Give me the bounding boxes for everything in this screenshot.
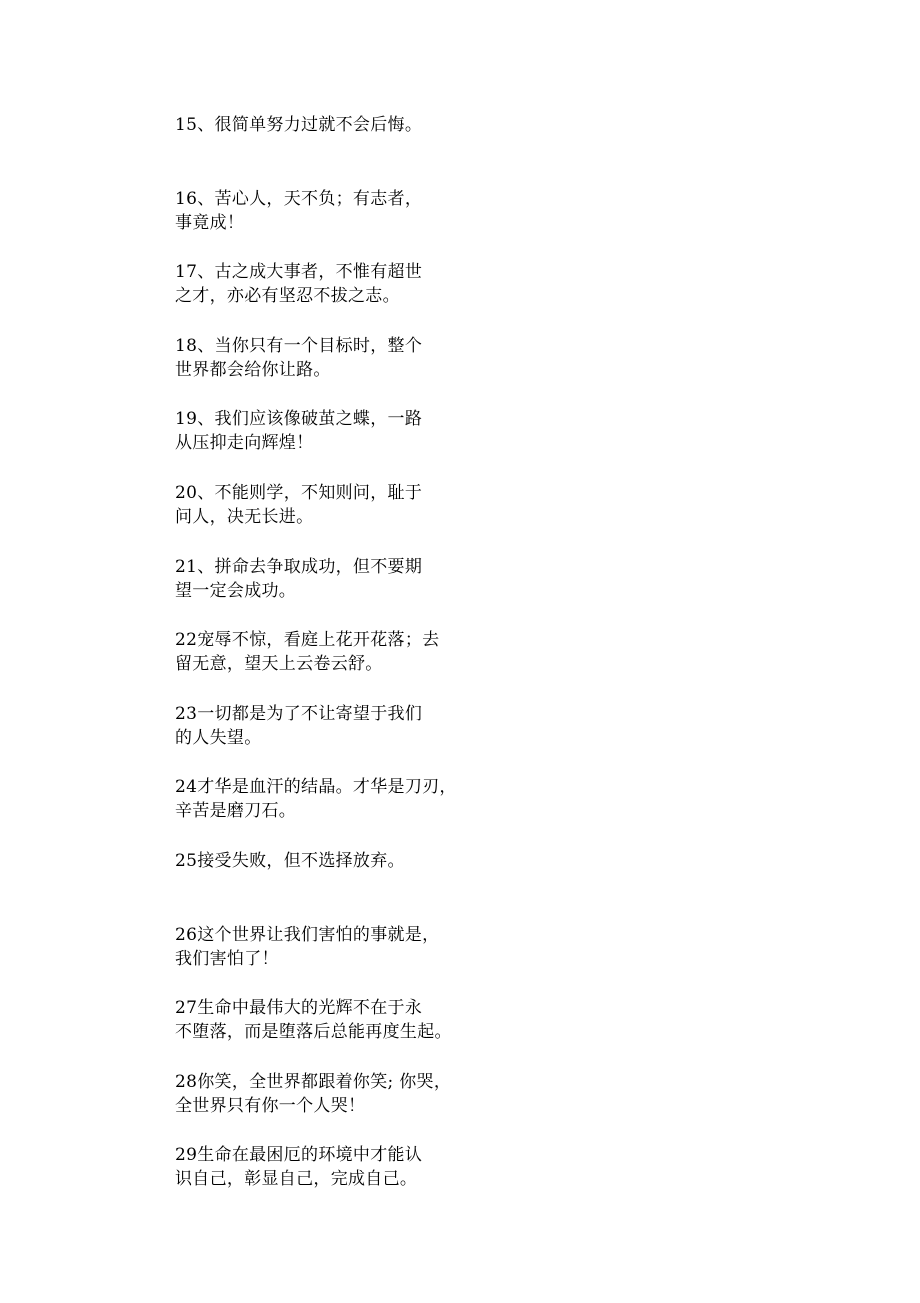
quote-line: 世界都会给你让路。 [175, 359, 331, 380]
quote-line: 28你笑，全世界都跟着你笑; 你哭， [175, 1071, 452, 1092]
quote-item [175, 407, 465, 481]
quote-line: 23一切都是为了不让寄望于我们 [175, 703, 423, 724]
quote-line: 29生命在最困厄的环境中才能认 [175, 1145, 423, 1166]
quote-line: 21、拼命去争取成功，但不要期 [175, 556, 423, 577]
quote-line: 留无意，望天上云卷云舒。 [175, 654, 383, 675]
quote-item [175, 555, 465, 629]
quote-item [175, 775, 465, 849]
quote-line: 24才华是血汗的结晶。才华是刀刃， [175, 777, 457, 798]
quote-item [175, 1070, 465, 1144]
quote-line: 问人，决无长进。 [175, 506, 314, 527]
quote-line: 之才，亦必有坚忍不拔之志。 [175, 286, 400, 307]
quote-line: 27生命中最伟大的光辉不在于永 [175, 998, 423, 1019]
quote-line: 从压抑走向辉煌！ [175, 433, 314, 454]
quote-item [175, 996, 465, 1070]
quote-item [175, 260, 465, 334]
quote-item [175, 1143, 465, 1217]
quote-line: 15、很简单努力过就不会后悔。 [175, 115, 423, 135]
quote-line: 事竟成！ [175, 212, 245, 233]
quote-line: 18、当你只有一个目标时，整个 [175, 335, 423, 356]
quote-line: 望一定会成功。 [175, 580, 297, 601]
quote-line: 22宠辱不惊，看庭上花开花落；去 [175, 630, 440, 651]
quote-line: 17、古之成大事者，不惟有超世 [175, 262, 423, 283]
quote-line: 我们害怕了！ [175, 948, 279, 969]
quote-item [175, 481, 465, 555]
quote-line: 不堕落，而是堕落后总能再度生起。 [175, 1022, 452, 1043]
quote-line: 20、不能则学，不知则问，耻于 [175, 482, 423, 503]
quote-item [175, 849, 465, 923]
quote-line: 19、我们应该像破茧之蝶，一路 [175, 409, 423, 430]
quote-line: 辛苦是磨刀石。 [175, 801, 297, 822]
quote-item [175, 702, 465, 776]
quote-item [175, 923, 465, 997]
quote-line: 全世界只有你一个人哭！ [175, 1095, 366, 1116]
quote-line: 26这个世界让我们害怕的事就是， [175, 924, 440, 945]
quote-line: 识自己，彰显自己，完成自己。 [175, 1169, 418, 1190]
quote-line: 的人失望。 [175, 727, 262, 748]
quote-line: 16、苦心人，天不负；有志者， [175, 188, 423, 209]
quote-item [175, 187, 465, 261]
quote-item [175, 628, 465, 702]
quote-line: 25接受失败，但不选择放弃。 [175, 850, 405, 871]
quote-item [175, 334, 465, 408]
quote-item [175, 113, 465, 187]
quote-list [175, 113, 465, 1217]
